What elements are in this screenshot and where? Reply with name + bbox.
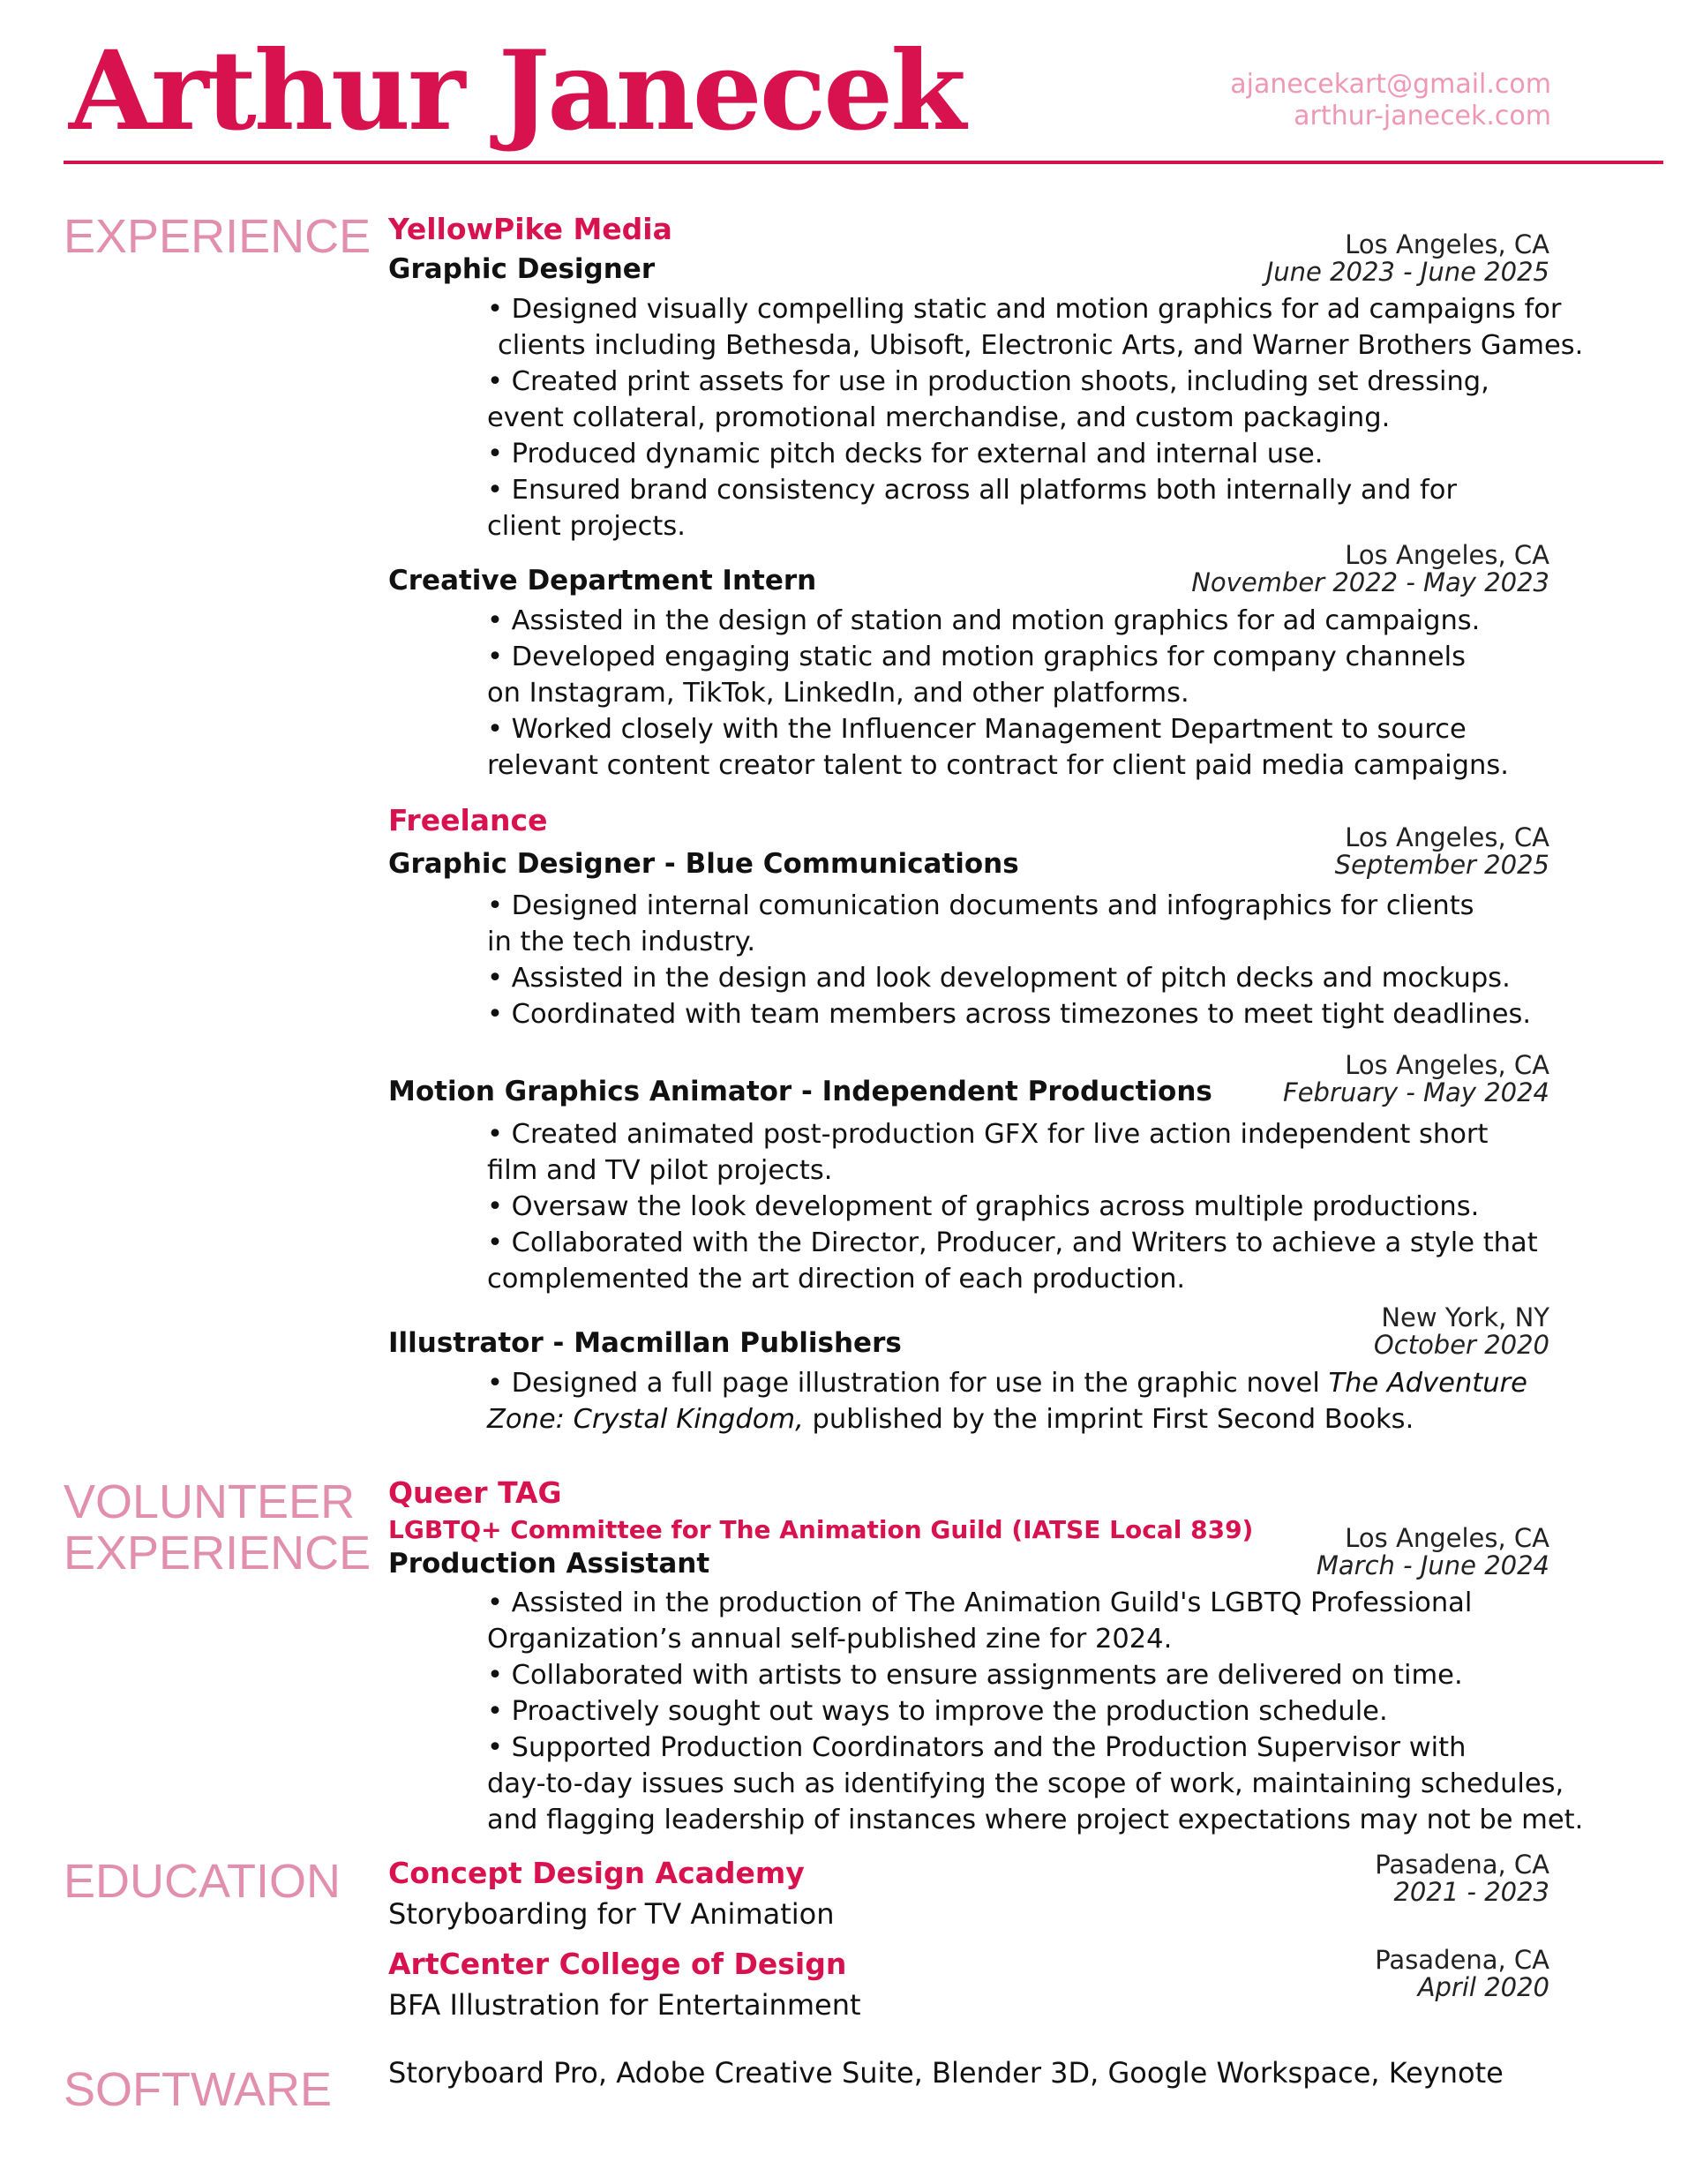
bullet-line: • Assisted in the design of station and motion graphics for ad campaigns. [487, 605, 1481, 636]
freelance-blue-bullets [487, 888, 1531, 1032]
freelance-illustrator-meta [1374, 1304, 1549, 1359]
bullet-text: • Designed a full page illustration for use in the graphic novel [487, 1368, 1329, 1399]
bullet-line: in the tech industry. [487, 927, 756, 957]
org-subtitle: LGBTQ+ Committee for The Animation Guild (IATSE Local 839) [388, 1515, 1254, 1544]
queertag-meta [1317, 1525, 1549, 1580]
org-yellowpike: YellowPike Media [388, 212, 672, 246]
job-title-blue-communications: Graphic Designer - Blue Communications [388, 848, 1019, 880]
school-dates: April 2020 [1417, 1972, 1549, 2002]
org-freelance: Freelance [388, 803, 548, 837]
book-title: The Adventure [1328, 1368, 1527, 1399]
job-title-illustrator: Illustrator - Macmillan Publishers [388, 1327, 902, 1359]
bullet-line: • Designed internal comunication documents and infographics for clients [487, 890, 1474, 921]
queertag-bullets [487, 1585, 1583, 1838]
job-dates: October 2020 [1373, 1330, 1549, 1360]
bullet-line: film and TV pilot projects. [487, 1155, 833, 1186]
bullet-line: • Coordinated with team members across timezones to meet tight deadlines. [487, 999, 1532, 1030]
job-location: Los Angeles, CA [1345, 540, 1549, 570]
contact-block [1230, 69, 1551, 132]
bullet-line: client projects. [487, 511, 686, 542]
section-label-education: EDUCATION [64, 1855, 341, 1908]
yellowpike-intern-bullets [487, 603, 1509, 784]
job-title-motion-graphics: Motion Graphics Animator - Independent Productions [388, 1076, 1212, 1107]
bullet-line: and flagging leadership of instances where project expectations may not be met. [487, 1805, 1584, 1835]
bullet-line: • Assisted in the design and look development of pitch decks and mockups. [487, 963, 1511, 994]
yellowpike-intern-meta [1191, 542, 1549, 597]
freelance-motion-bullets [487, 1116, 1538, 1297]
bullet-line: relevant content creator talent to contract for client paid media campaigns. [487, 750, 1509, 781]
org-queer-tag: Queer TAG [388, 1475, 562, 1510]
bullet-line: • Supported Production Coordinators and the Production Supervisor with [487, 1732, 1467, 1763]
yellowpike-designer-bullets [487, 291, 1583, 544]
job-dates: November 2022 - May 2023 [1191, 567, 1549, 597]
bullet-line: on Instagram, TikTok, LinkedIn, and other platforms. [487, 678, 1189, 709]
job-title-production-assistant: Production Assistant [388, 1548, 710, 1580]
section-label-experience: EXPERIENCE [64, 210, 371, 263]
job-title-intern: Creative Department Intern [388, 565, 817, 597]
job-location: New York, NY [1381, 1302, 1549, 1332]
job-location: Los Angeles, CA [1345, 1050, 1549, 1080]
freelance-illustrator-bullets [487, 1365, 1527, 1437]
bullet-line: complemented the art direction of each production. [487, 1264, 1186, 1295]
bullet-line: • Worked closely with the Influencer Management Department to source [487, 714, 1467, 745]
yellowpike-designer-meta [1266, 231, 1549, 286]
job-dates: March - June 2024 [1316, 1550, 1549, 1580]
school-artcenter: ArtCenter College of Design [388, 1947, 847, 1981]
book-title: Zone: Crystal Kingdom, [487, 1404, 804, 1435]
freelance-blue-meta [1335, 824, 1549, 879]
header-divider [64, 161, 1663, 164]
freelance-motion-meta [1283, 1052, 1549, 1107]
bullet-line: • Assisted in the production of The Animation Guild's LGBTQ Professional [487, 1587, 1473, 1618]
bullet-line: • Produced dynamic pitch decks for external and internal use. [487, 439, 1324, 469]
bullet-line [487, 1401, 1527, 1437]
section-label-volunteer-line1: VOLUNTEER [64, 1475, 356, 1528]
job-dates: February - May 2024 [1283, 1077, 1549, 1107]
job-location: Los Angeles, CA [1345, 822, 1549, 852]
job-location: Los Angeles, CA [1345, 229, 1549, 259]
bullet-line: event collateral, promotional merchandise, and custom packaging. [487, 402, 1391, 433]
job-title-graphic-designer: Graphic Designer [388, 253, 656, 285]
section-label-volunteer-line2: EXPERIENCE [64, 1527, 371, 1580]
job-location: Los Angeles, CA [1345, 1523, 1549, 1553]
bullet-line: • Created animated post-production GFX for live action independent short [487, 1119, 1489, 1150]
bullet-line: • Proactively sought out ways to improve the production schedule. [487, 1696, 1388, 1727]
bullet-line: clients including Bethesda, Ubisoft, Electronic Arts, and Warner Brothers Games. [498, 330, 1584, 361]
email-link[interactable]: ajanecekart@gmail.com [1230, 69, 1551, 100]
website-link[interactable]: arthur-janecek.com [1294, 101, 1551, 131]
bullet-line: • Oversaw the look development of graphics across multiple productions. [487, 1191, 1480, 1222]
school-location: Pasadena, CA [1375, 1850, 1549, 1880]
job-dates: June 2023 - June 2025 [1265, 257, 1549, 287]
school-concept-design-academy: Concept Design Academy [388, 1856, 805, 1890]
software-list: Storyboard Pro, Adobe Creative Suite, Blender 3D, Google Workspace, Keynote [388, 2056, 1504, 2090]
school-dates: 2021 - 2023 [1393, 1877, 1549, 1907]
bullet-line: day-to-day issues such as identifying the scope of work, maintaining schedules, [487, 1768, 1564, 1799]
bullet-line: • Designed visually compelling static and motion graphics for ad campaigns for [487, 294, 1562, 325]
school-program: Storyboarding for TV Animation [388, 1897, 835, 1931]
school-program: BFA Illustration for Entertainment [388, 1988, 861, 2022]
bullet-line [487, 1365, 1527, 1401]
section-label-software: SOFTWARE [64, 2063, 332, 2116]
job-dates: September 2025 [1334, 850, 1549, 880]
bullet-text: published by the imprint First Second Books. [803, 1404, 1414, 1435]
bullet-line: • Created print assets for use in production shoots, including set dressing, [487, 366, 1489, 397]
bullet-line: • Collaborated with the Director, Producer, and Writers to achieve a style that [487, 1227, 1538, 1258]
bullet-line: • Ensured brand consistency across all platforms both internally and for [487, 475, 1457, 506]
education-meta [1375, 1851, 1549, 1906]
resume-name: Arthur Janecek [69, 27, 964, 155]
bullet-line: • Developed engaging static and motion graphics for company channels [487, 642, 1467, 672]
bullet-line: Organization’s annual self-published zine for 2024. [487, 1624, 1173, 1655]
education-meta [1375, 1947, 1549, 2001]
school-location: Pasadena, CA [1375, 1945, 1549, 1975]
bullet-line: • Collaborated with artists to ensure assignments are delivered on time. [487, 1660, 1463, 1691]
